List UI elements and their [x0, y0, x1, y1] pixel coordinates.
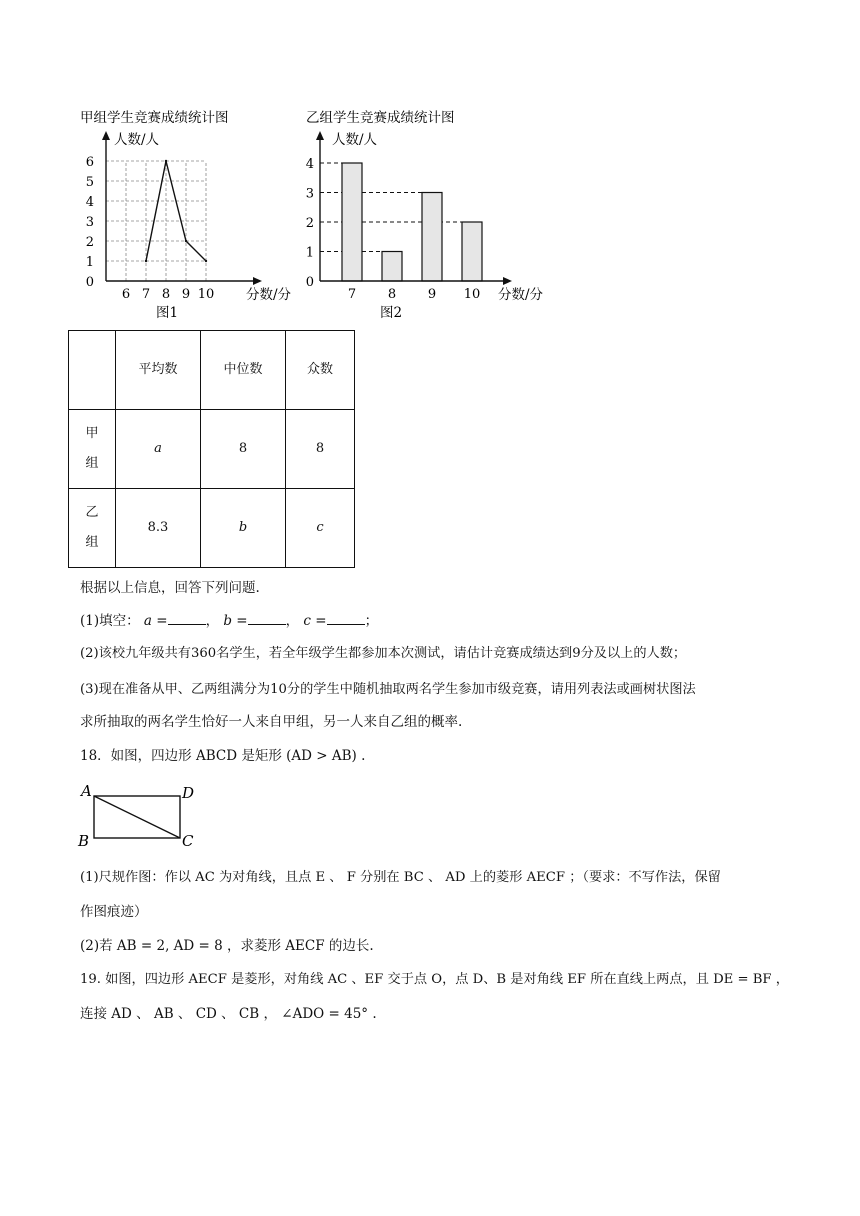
- chart-1-caption: 图1: [156, 305, 179, 321]
- y-tick-label: 2: [85, 235, 94, 250]
- data-point: [205, 260, 207, 262]
- vertex-d-label: D: [182, 784, 195, 802]
- blank-b[interactable]: [248, 610, 286, 625]
- question-2: (2)该校九年级共有360名学生，若全年级学生都参加本次测试，请估计竞赛成绩达到9分及以上的人数；: [80, 646, 687, 661]
- problem-18-q1-line-1: (1)尺规作图：作以 AC 为对角线，且点 E 、 F 分别在 BC 、 AD 上的菱形 AECF ；（要求：不写作法，保留: [80, 870, 721, 885]
- table-header-row: [69, 331, 355, 410]
- y-tick-label: 0: [85, 275, 94, 290]
- bar: [382, 252, 402, 282]
- blank-b-label: b =: [223, 613, 248, 629]
- x-tick-label: 9: [427, 287, 437, 302]
- table-row: [69, 489, 355, 568]
- problem-18-stem: 18．如图，四边形 ABCD 是矩形 (AD > AB) .: [80, 748, 366, 764]
- table-header-cell: 平均数: [116, 331, 201, 410]
- blank-c-label: c =: [303, 613, 327, 629]
- x-tick-label: 7: [141, 287, 151, 302]
- chart-2-bar: [300, 104, 560, 324]
- chart-1-ylabel: 人数/人: [114, 132, 160, 148]
- problem-18-q1-line-2: 作图痕迹）: [80, 904, 148, 920]
- question-1-prefix: (1)填空：: [80, 613, 140, 629]
- y-tick-label: 1: [85, 255, 94, 270]
- y-tick-label: 4: [305, 157, 314, 172]
- x-axis-arrow: [253, 277, 262, 285]
- table-row-label: 乙组: [69, 489, 116, 568]
- x-tick-label: 9: [181, 287, 191, 302]
- x-tick-label: 10: [197, 287, 215, 302]
- chart-2-ylabel: 人数/人: [332, 132, 378, 148]
- y-tick-label: 3: [85, 215, 94, 230]
- blank-a[interactable]: [168, 610, 206, 625]
- x-tick-label: 6: [121, 287, 131, 302]
- chart-1-line: [70, 104, 310, 324]
- y-tick-label: 6: [85, 155, 94, 170]
- vertex-c-label: C: [182, 832, 194, 850]
- y-tick-label: 4: [85, 195, 94, 210]
- vertex-a-label: A: [81, 782, 92, 800]
- series-line: [146, 161, 206, 261]
- bar: [422, 193, 442, 282]
- table-header-cell: [69, 331, 116, 410]
- rectangle-abcd-figure: [74, 780, 204, 850]
- vertex-b-label: B: [78, 832, 90, 850]
- problem-19-line-2: 连接 AD 、 AB 、 CD 、 CB ， ∠ADO = 45° .: [80, 1006, 377, 1022]
- problem-18-q2: (2)若 AB = 2, AD = 8 ，求菱形 AECF 的边长.: [80, 938, 374, 954]
- chart-2-caption: 图2: [380, 305, 403, 321]
- table-cell: a: [116, 410, 201, 489]
- y-tick-label: 5: [85, 175, 94, 190]
- data-point: [145, 260, 147, 262]
- chart-2-title: 乙组学生竞赛成绩统计图: [306, 110, 455, 126]
- x-axis-arrow: [503, 277, 512, 285]
- bar: [342, 163, 362, 281]
- x-tick-label: 8: [161, 287, 171, 302]
- intro-text: 根据以上信息，回答下列问题.: [80, 580, 260, 596]
- diagonal-ac: [94, 796, 180, 838]
- chart-1-series: [145, 160, 207, 262]
- blank-a-label: a =: [143, 613, 168, 629]
- table-header-cell: 中位数: [201, 331, 286, 410]
- y-tick-label: 3: [305, 186, 314, 202]
- question-1-end: ；: [364, 613, 379, 629]
- table-header-cell: 众数: [286, 331, 355, 410]
- y-tick-label: 2: [305, 216, 314, 231]
- problem-19-line-1: 19. 如图，四边形 AECF 是菱形，对角线 AC 、EF 交于点 O，点 D、B 是对角线 EF 所在直线上两点，且 DE = BF ，: [80, 972, 789, 987]
- y-tick-label: 0: [305, 275, 314, 290]
- y-axis-arrow: [316, 131, 324, 140]
- x-tick-label: 7: [347, 287, 357, 302]
- table-cell: 8: [201, 410, 286, 489]
- question-3-line-2: 求所抽取的两名学生恰好一人来自甲组，另一人来自乙组的概率.: [80, 714, 463, 730]
- question-3-line-1: (3)现在准备从甲、乙两组满分为10分的学生中随机抽取两名学生参加市级竞赛，请用列表法或画树状图法: [80, 682, 696, 697]
- x-tick-label: 8: [387, 287, 397, 302]
- chart-1-title: 甲组学生竞赛成绩统计图: [80, 110, 229, 126]
- table-cell: 8.3: [116, 489, 201, 568]
- chart-1-tick-labels: [86, 155, 215, 302]
- x-tick-label: 10: [463, 287, 481, 302]
- table-cell: b: [201, 489, 286, 568]
- table-cell: 8: [286, 410, 355, 489]
- y-axis-arrow: [102, 131, 110, 140]
- chart-2-xlabel: 分数/分: [498, 287, 544, 303]
- y-tick-label: 1: [305, 245, 314, 261]
- table-row: [69, 410, 355, 489]
- question-1: (1)填空： a = ， b = ， c = ；: [80, 610, 378, 631]
- chart-1-grid: [106, 161, 206, 281]
- blank-c[interactable]: [327, 610, 365, 625]
- table-row-label: 甲组: [69, 410, 116, 489]
- data-point: [185, 240, 187, 242]
- bar: [462, 222, 482, 281]
- table-cell: c: [286, 489, 355, 568]
- chart-1-xlabel: 分数/分: [246, 287, 292, 303]
- data-point: [165, 160, 167, 162]
- stats-table: [68, 330, 355, 568]
